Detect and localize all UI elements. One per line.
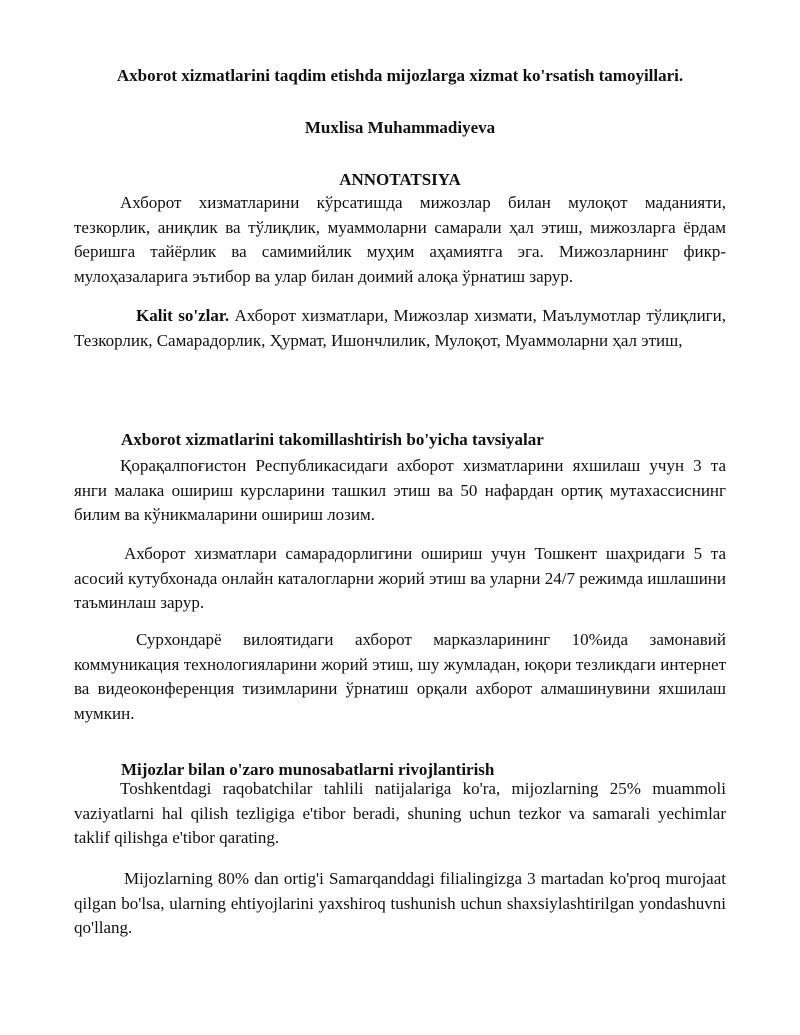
section2-heading: Mijozlar bilan o'zaro munosabatlarni rivojlantirish (121, 760, 495, 779)
author-name: Muxlisa Muhammadiyeva (304, 118, 496, 137)
section2-paragraph-1: Toshkentdagi raqobatchilar tahlili natijalariga ko'ra, mijozlarning 25% muammoli vaziyatlarni hal qilish tezligiga e'tibor beradi, shuning uchun tezkor va samarali yechimlar taklif qilishga e'tibor qarating. (74, 779, 726, 847)
section1-paragraph-3: Сурхондарё вилоятидаги ахборот марказларининг 10%ида замонавий коммуникация технологияларини жорий этиш, шу жумладан, юқори тезликдаги интернет ва видеоконференция тизимларини ўрнатиш орқали ахборот алмашинувини яхшилаш мумкин. (74, 630, 726, 723)
section1-paragraph-1: Қорақалпоғистон Республикасидаги ахборот хизматларини яхшилаш учун 3 та янги малака ошириш курсларини ташкил этиш ва 50 нафардан ортиқ мутахассиснинг билим ва кўникмаларини ошириш лозим. (74, 456, 726, 524)
document-title: Axborot xizmatlarini taqdim etishda mijozlarga xizmat ko'rsatish tamoyillari. (116, 66, 684, 85)
keywords-label: Kalit so'zlar. (136, 306, 230, 325)
section2-paragraph-2: Mijozlarning 80% dan ortig'i Samarqanddagi filialingizga 3 martadan ko'proq murojaat qilgan bo'lsa, ularning ehtiyojlarini yaxshiroq tushunish uchun shaxsiylashtirilgan yondashuvni qo'llang. (74, 869, 726, 937)
section1-paragraph-2: Ахборот хизматлари самарадорлигини ошириш учун Тошкент шаҳридаги 5 та асосий кутубхонада онлайн каталогларни жорий этиш ва уларни 24/7 режимда ишлашини таъминлаш зарур. (74, 544, 726, 612)
annotation-heading: ANNOTATSIYA (339, 170, 461, 189)
section1-heading: Axborot xizmatlarini takomillashtirish bo'yicha tavsiyalar (121, 430, 544, 449)
annotation-paragraph: Ахборот хизматларини кўрсатишда мижозлар билан мулоқот маданияти, тезкорлик, аниқлик ва тўлиқлик, муаммоларни самарали ҳал этиш, мижозларга ёрдам беришга тайёрлик ва самимийлик муҳим аҳамиятга эга. Мижозларнинг фикр-мулоҳазаларига эътибор ва улар билан доимий алоқа ўрнатиш зарур. (74, 193, 726, 286)
keywords-paragraph (74, 304, 726, 353)
keywords-text: Ахборот хизматлари, Мижозлар хизмати, Маълумотлар тўлиқлиги, Тезкорлик, Самарадорлик, Ҳурмат, Ишончлилик, Мулоқот, Муаммоларни ҳал этиш, (74, 306, 726, 350)
